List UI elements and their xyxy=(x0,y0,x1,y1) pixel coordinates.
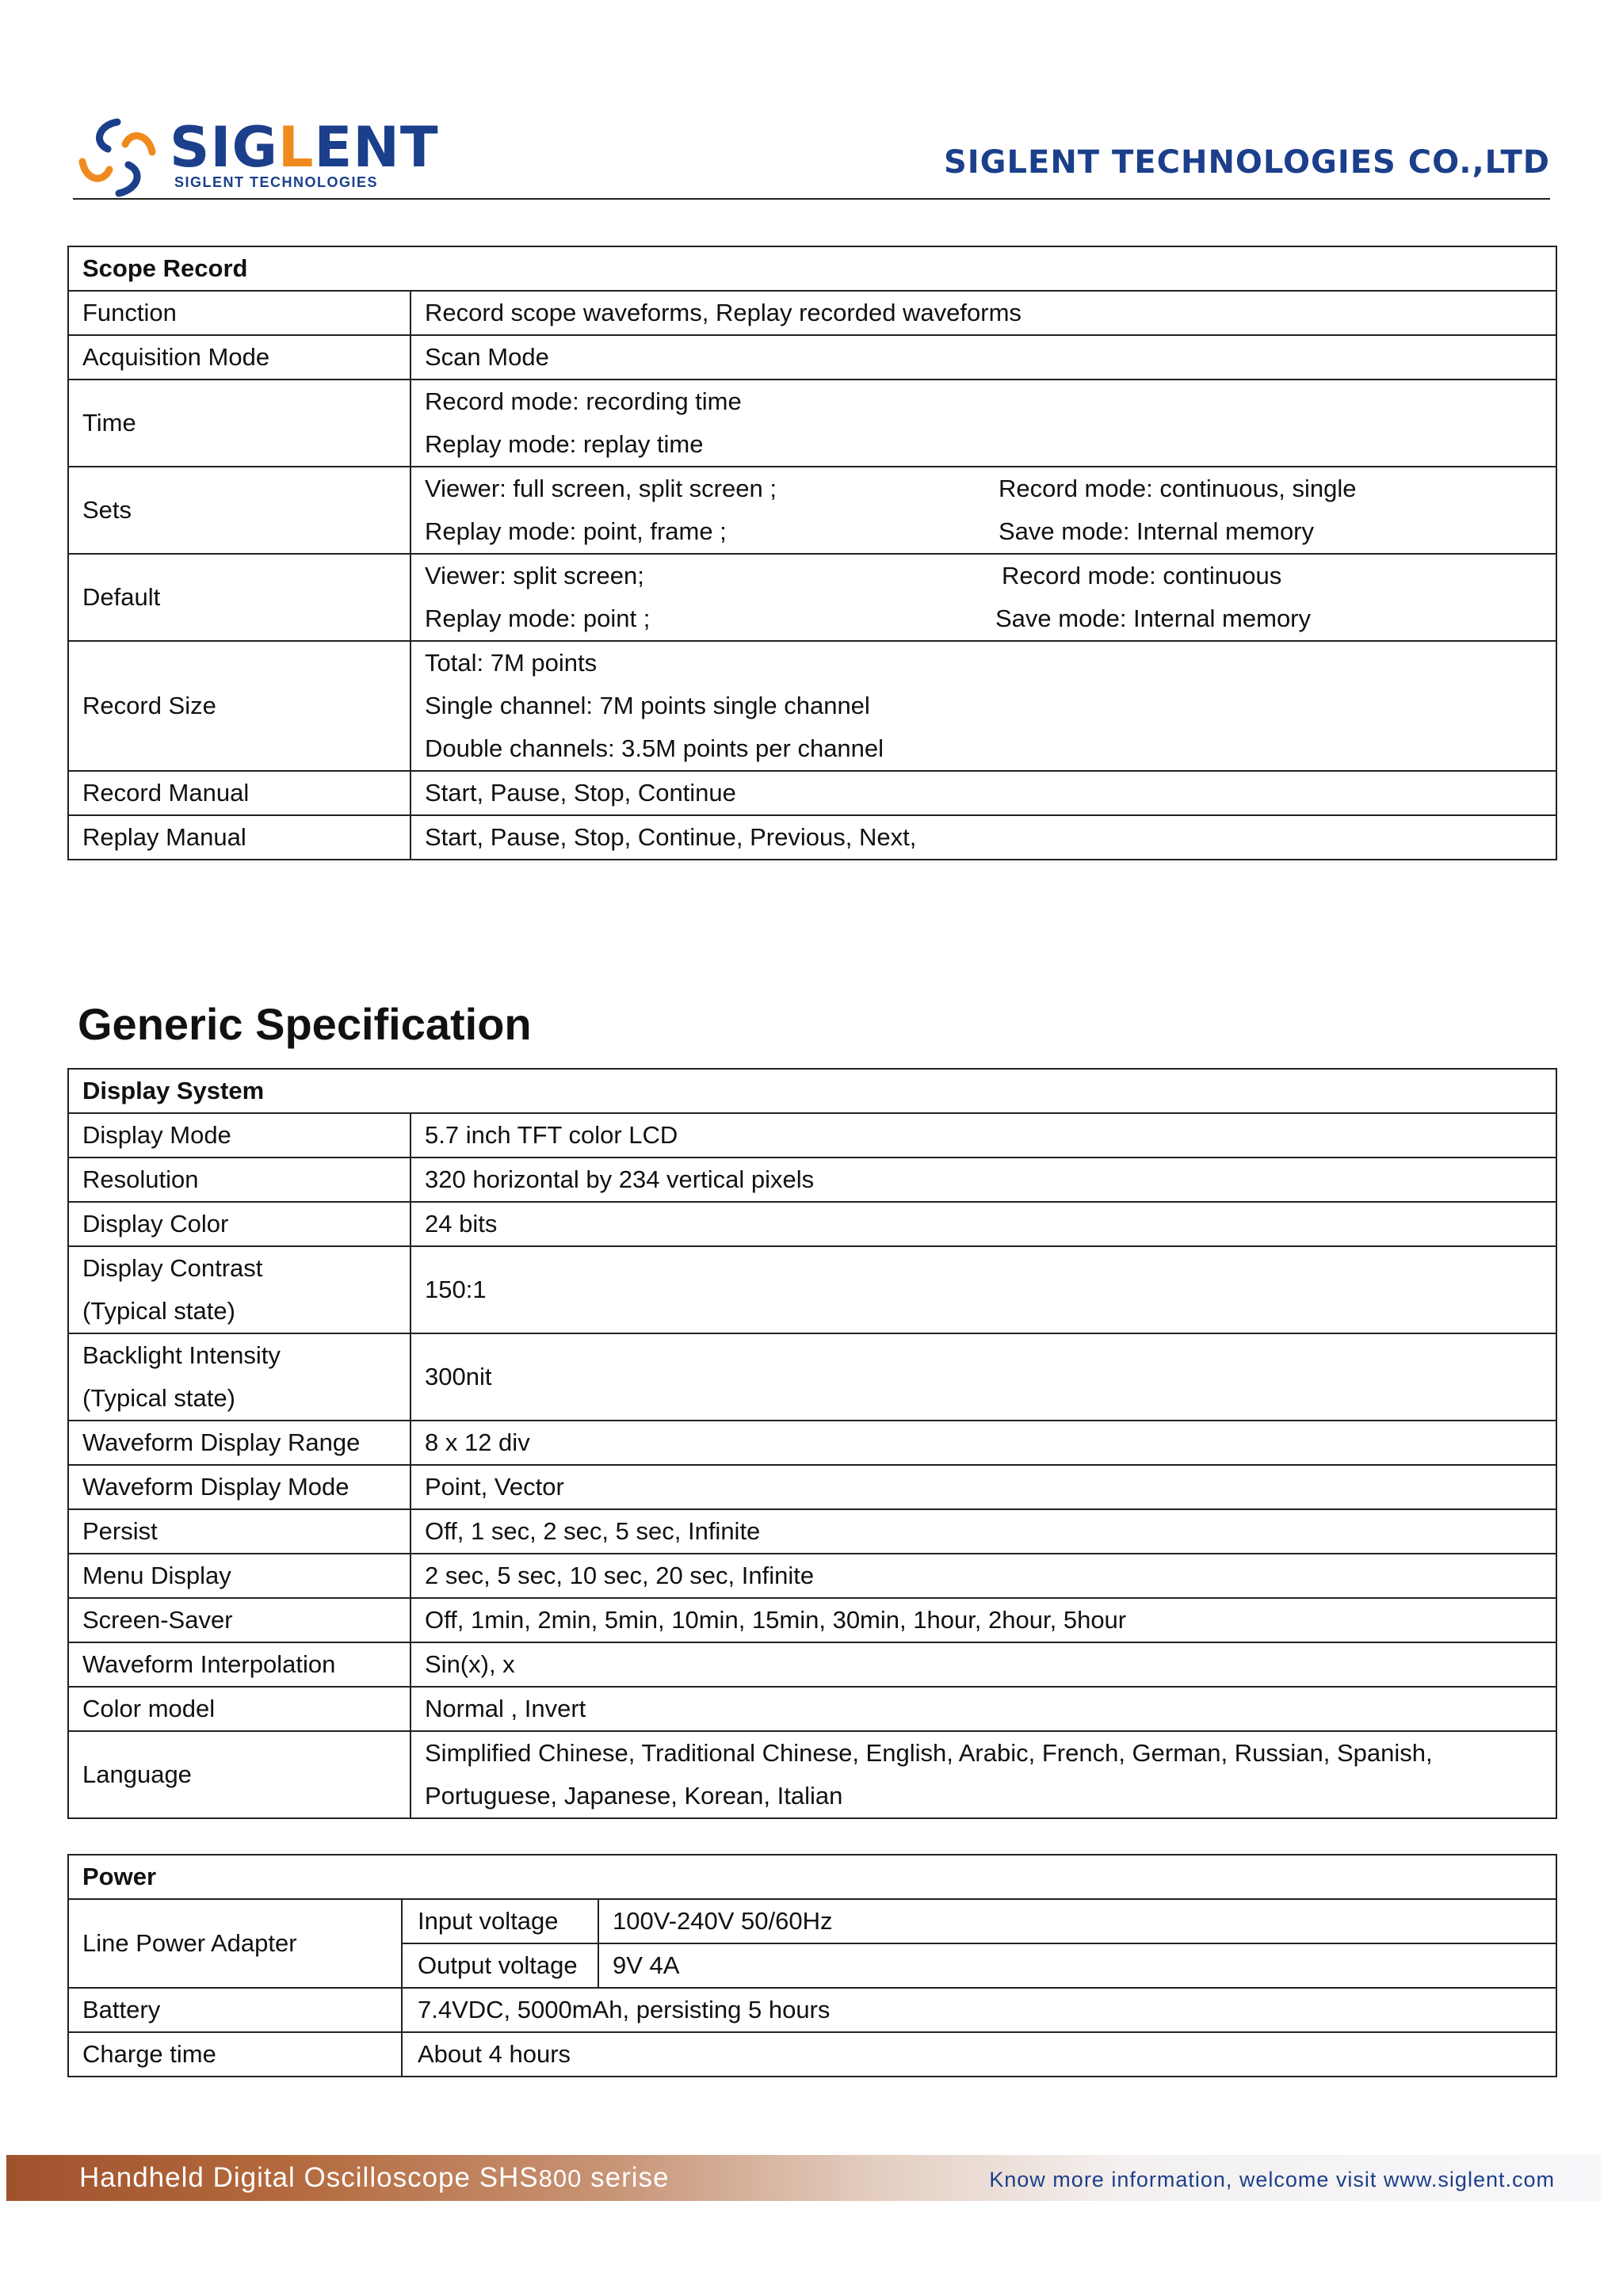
value-line: Total: 7M points xyxy=(425,649,598,677)
footer-banner xyxy=(6,2155,1601,2201)
power-table xyxy=(67,1854,1557,2077)
siglent-swirl-icon xyxy=(76,116,158,198)
table-row xyxy=(68,1069,1556,1113)
value-line: Replay mode: replay time xyxy=(425,430,704,458)
spec-value: 5.7 inch TFT color LCD xyxy=(411,1113,1556,1158)
footer-website-link[interactable]: Know more information, welcome visit www.siglent.com xyxy=(989,2168,1555,2191)
label-line: Display Contrast xyxy=(82,1254,263,1282)
spec-label: Default xyxy=(68,554,411,641)
table-row xyxy=(68,1202,1556,1246)
value-line: Replay mode: point, frame ; xyxy=(425,517,727,545)
value-line: Single channel: 7M points single channel xyxy=(425,692,870,719)
spec-value: Point, Vector xyxy=(411,1465,1556,1509)
spec-value: Off, 1min, 2min, 5min, 10min, 15min, 30min, 1hour, 2hour, 5hour xyxy=(411,1598,1556,1642)
spec-value xyxy=(411,641,1556,771)
label-line: (Typical state) xyxy=(82,1384,235,1412)
value-line: Viewer: split screen; xyxy=(425,562,644,589)
spec-label: Color model xyxy=(68,1687,411,1731)
table-row xyxy=(68,1642,1556,1687)
spec-label: Waveform Display Mode xyxy=(68,1465,411,1509)
section-heading: Scope Record xyxy=(68,246,1556,291)
label-line: Backlight Intensity xyxy=(82,1341,281,1369)
spec-label xyxy=(68,1333,411,1421)
spec-value: Record scope waveforms, Replay recorded waveforms xyxy=(411,291,1556,335)
spec-label: Sets xyxy=(68,467,411,554)
page-section-title: Generic Specification xyxy=(78,999,532,1049)
siglent-logo xyxy=(76,116,441,195)
spec-label: Line Power Adapter xyxy=(68,1899,402,1988)
spec-label xyxy=(68,1246,411,1333)
spec-label: Acquisition Mode xyxy=(68,335,411,379)
header-divider xyxy=(73,198,1550,200)
value-line: Viewer: full screen, split screen ; xyxy=(425,475,777,502)
table-row xyxy=(68,1731,1556,1818)
value-line: Portuguese, Japanese, Korean, Italian xyxy=(425,1782,843,1810)
value-line: Simplified Chinese, Traditional Chinese, English, Arabic, French, German, Russian, Spanish, xyxy=(425,1739,1433,1767)
spec-value: 9V 4A xyxy=(598,1943,1556,1988)
logo-wordmark: SIGLENT xyxy=(170,115,439,180)
table-row xyxy=(68,1855,1556,1899)
label-line: (Typical state) xyxy=(82,1297,235,1325)
table-row xyxy=(68,467,1556,554)
spec-label: Function xyxy=(68,291,411,335)
value-line: Save mode: Internal memory xyxy=(999,517,1315,545)
spec-label: Waveform Display Range xyxy=(68,1421,411,1465)
table-row xyxy=(68,2032,1556,2077)
spec-value: About 4 hours xyxy=(402,2032,1556,2077)
spec-label: Screen-Saver xyxy=(68,1598,411,1642)
table-row xyxy=(68,1899,1556,1943)
spec-value xyxy=(411,1731,1556,1818)
spec-label: Waveform Interpolation xyxy=(68,1642,411,1687)
value-line: Double channels: 3.5M points per channel xyxy=(425,734,884,762)
table-row xyxy=(68,1421,1556,1465)
spec-value: Scan Mode xyxy=(411,335,1556,379)
spec-sublabel: Input voltage xyxy=(402,1899,598,1943)
spec-label: Replay Manual xyxy=(68,815,411,860)
value-line: Replay mode: point ; xyxy=(425,605,651,632)
table-row xyxy=(68,1333,1556,1421)
table-row xyxy=(68,291,1556,335)
spec-label: Language xyxy=(68,1731,411,1818)
table-row xyxy=(68,1465,1556,1509)
scope-record-table xyxy=(67,246,1557,860)
spec-value xyxy=(411,467,1556,554)
table-row xyxy=(68,1554,1556,1598)
spec-label: Resolution xyxy=(68,1158,411,1202)
table-row xyxy=(68,771,1556,815)
spec-value xyxy=(411,554,1556,641)
table-row xyxy=(68,1113,1556,1158)
spec-value: Start, Pause, Stop, Continue, Previous, Next, xyxy=(411,815,1556,860)
spec-value: 8 x 12 div xyxy=(411,1421,1556,1465)
value-line: Save mode: Internal memory xyxy=(995,605,1312,632)
table-row xyxy=(68,815,1556,860)
spec-label: Charge time xyxy=(68,2032,402,2077)
table-row xyxy=(68,1988,1556,2032)
display-system-table xyxy=(67,1068,1557,1819)
spec-value: 300nit xyxy=(411,1333,1556,1421)
logo-subtitle: SIGLENT TECHNOLOGIES xyxy=(174,174,379,190)
spec-label: Display Mode xyxy=(68,1113,411,1158)
section-heading: Display System xyxy=(68,1069,1556,1113)
table-row xyxy=(68,641,1556,771)
footer-product-name: Handheld Digital Oscilloscope SHS800 serise xyxy=(79,2162,670,2193)
table-row xyxy=(68,1246,1556,1333)
table-row xyxy=(68,1687,1556,1731)
spec-label: Time xyxy=(68,379,411,467)
spec-value: Start, Pause, Stop, Continue xyxy=(411,771,1556,815)
spec-value: Normal , Invert xyxy=(411,1687,1556,1731)
spec-sublabel: Output voltage xyxy=(402,1943,598,1988)
table-row xyxy=(68,554,1556,641)
table-row xyxy=(68,246,1556,291)
spec-label: Persist xyxy=(68,1509,411,1554)
table-row xyxy=(68,379,1556,467)
value-line: Record mode: recording time xyxy=(425,387,742,415)
table-row xyxy=(68,1158,1556,1202)
spec-label: Battery xyxy=(68,1988,402,2032)
spec-value: 2 sec, 5 sec, 10 sec, 20 sec, Infinite xyxy=(411,1554,1556,1598)
table-row xyxy=(68,335,1556,379)
section-heading: Power xyxy=(68,1855,1556,1899)
table-row xyxy=(68,1509,1556,1554)
spec-value: Off, 1 sec, 2 sec, 5 sec, Infinite xyxy=(411,1509,1556,1554)
spec-value xyxy=(411,379,1556,467)
spec-label: Record Manual xyxy=(68,771,411,815)
spec-value: 100V-240V 50/60Hz xyxy=(598,1899,1556,1943)
spec-value: Sin(x), x xyxy=(411,1642,1556,1687)
value-line: Record mode: continuous xyxy=(1002,562,1282,589)
spec-value: 7.4VDC, 5000mAh, persisting 5 hours xyxy=(402,1988,1556,2032)
spec-label: Display Color xyxy=(68,1202,411,1246)
spec-label: Menu Display xyxy=(68,1554,411,1598)
spec-value: 24 bits xyxy=(411,1202,1556,1246)
spec-label: Record Size xyxy=(68,641,411,771)
company-name: SIGLENT TECHNOLOGIES CO.,LTD xyxy=(943,144,1550,181)
value-line: Record mode: continuous, single xyxy=(999,475,1357,502)
spec-value: 320 horizontal by 234 vertical pixels xyxy=(411,1158,1556,1202)
table-row xyxy=(68,1598,1556,1642)
spec-value: 150:1 xyxy=(411,1246,1556,1333)
